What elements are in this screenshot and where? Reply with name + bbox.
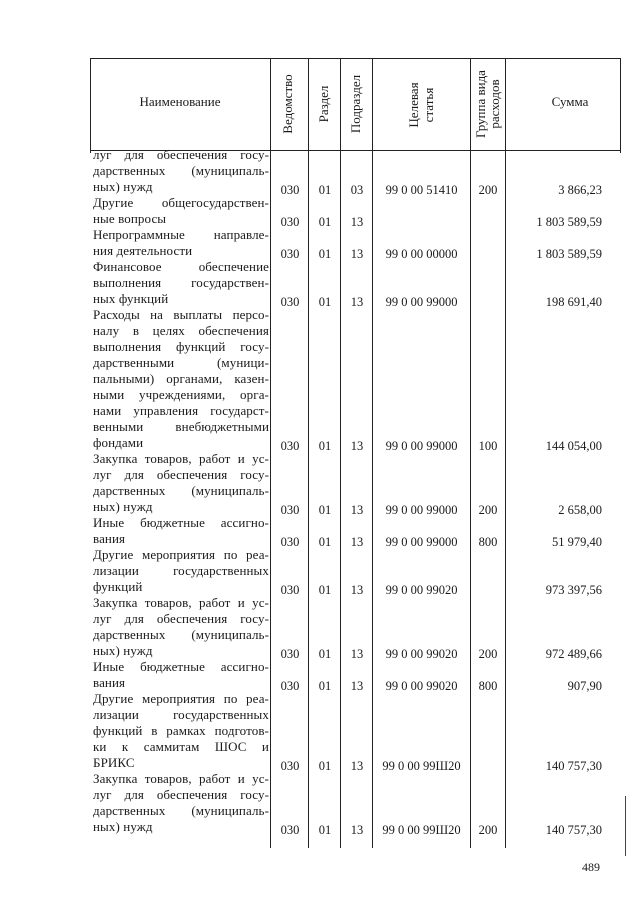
row-vedomstvo: 030 bbox=[280, 823, 300, 837]
row-celevaya: 99 0 00 99020 bbox=[385, 647, 458, 661]
row-name-line: луг для обеспечения госу- bbox=[93, 787, 269, 802]
row-vedomstvo: 030 bbox=[280, 535, 300, 549]
row-gruppa: 200 bbox=[478, 503, 498, 517]
row-razdel: 01 bbox=[318, 215, 332, 229]
row-gruppa: 100 bbox=[478, 439, 498, 453]
row-name bbox=[93, 547, 269, 595]
row-name-line: Иные бюджетные ассигно- bbox=[93, 515, 269, 530]
page-number: 489 bbox=[582, 860, 600, 874]
row-gruppa: 200 bbox=[478, 183, 498, 197]
row-celevaya: 99 0 00 99000 bbox=[385, 503, 458, 517]
row-summa: 3 866,23 bbox=[558, 183, 602, 197]
header-gruppa-text: Группа вида расходов bbox=[473, 70, 502, 138]
row-name-line: лизации государственных bbox=[93, 707, 269, 722]
row-summa: 51 979,40 bbox=[552, 535, 602, 549]
row-celevaya: 99 0 00 99000 bbox=[385, 439, 458, 453]
row-name-line: Закупка товаров, работ и ус- bbox=[93, 771, 269, 786]
header-podrazdel: Подраздел bbox=[348, 74, 363, 134]
row-name-line: Закупка товаров, работ и ус- bbox=[93, 595, 269, 610]
row-name-line: Другие общегосударствен- bbox=[93, 195, 269, 210]
row-name-line: выполнения государствен- bbox=[93, 275, 269, 290]
row-vedomstvo: 030 bbox=[280, 583, 300, 597]
row-podrazdel: 13 bbox=[350, 535, 364, 549]
row-summa: 907,90 bbox=[567, 679, 602, 693]
row-razdel: 01 bbox=[318, 583, 332, 597]
row-podrazdel: 03 bbox=[350, 183, 364, 197]
row-razdel: 01 bbox=[318, 647, 332, 661]
row-name-line: нами управления государст- bbox=[93, 403, 269, 418]
row-name-line: ными учреждениями, орга- bbox=[93, 387, 269, 402]
row-name bbox=[93, 595, 269, 659]
row-name-line: лизации государственных bbox=[93, 563, 269, 578]
row-name-line: дарственных (муниципаль- bbox=[93, 627, 269, 642]
row-summa: 140 757,30 bbox=[545, 759, 602, 773]
row-name-line: функций в рамках подготов- bbox=[93, 723, 269, 738]
row-celevaya: 99 0 00 99Ш20 bbox=[382, 823, 461, 837]
row-podrazdel: 13 bbox=[350, 247, 364, 261]
row-name bbox=[93, 659, 269, 691]
header-celevaya-text: Целевая статья bbox=[406, 82, 436, 128]
row-podrazdel: 13 bbox=[350, 679, 364, 693]
row-gruppa: 200 bbox=[478, 647, 498, 661]
row-name-line: дарственных (муниципаль- bbox=[93, 803, 269, 818]
row-razdel: 01 bbox=[318, 759, 332, 773]
row-name bbox=[93, 147, 269, 195]
row-name-line: Закупка товаров, работ и ус- bbox=[93, 451, 269, 466]
row-celevaya: 99 0 00 99020 bbox=[385, 583, 458, 597]
row-name-line: венными внебюджетными bbox=[93, 419, 269, 434]
row-vedomstvo: 030 bbox=[280, 647, 300, 661]
row-vedomstvo: 030 bbox=[280, 247, 300, 261]
margin-mark bbox=[625, 796, 626, 856]
header-vedomstvo: Ведомство bbox=[280, 74, 295, 134]
row-summa: 1 803 589,59 bbox=[536, 247, 602, 261]
row-razdel: 01 bbox=[318, 535, 332, 549]
row-name-line: выполнения функций госу- bbox=[93, 339, 269, 354]
row-name bbox=[93, 227, 269, 259]
table-right-border bbox=[620, 58, 621, 153]
row-name bbox=[93, 515, 269, 547]
row-name-line: дарственными (муници- bbox=[93, 355, 269, 370]
row-name-line: пальными) органами, казен- bbox=[93, 371, 269, 386]
row-vedomstvo: 030 bbox=[280, 295, 300, 309]
row-name-line: дарственных (муниципаль- bbox=[93, 163, 269, 178]
row-vedomstvo: 030 bbox=[280, 503, 300, 517]
row-name-line: БРИКС bbox=[93, 755, 135, 770]
header-summa: Сумма bbox=[551, 94, 589, 109]
row-name-line: ных) нужд bbox=[93, 179, 153, 194]
row-name-line: дарственных (муниципаль- bbox=[93, 483, 269, 498]
row-name-line: ных функций bbox=[93, 291, 169, 306]
row-name-line: налу в целях обеспечения bbox=[93, 323, 269, 338]
row-razdel: 01 bbox=[318, 247, 332, 261]
row-name bbox=[93, 259, 269, 307]
row-name-line: вания bbox=[93, 531, 126, 546]
row-summa: 140 757,30 bbox=[545, 823, 602, 837]
row-podrazdel: 13 bbox=[350, 759, 364, 773]
row-name-line: луг для обеспечения госу- bbox=[93, 611, 269, 626]
row-celevaya: 99 0 00 99020 bbox=[385, 679, 458, 693]
row-celevaya: 99 0 00 99Ш20 bbox=[382, 759, 461, 773]
row-summa: 2 658,00 bbox=[558, 503, 602, 517]
row-name-line: ных) нужд bbox=[93, 643, 153, 658]
row-razdel: 01 bbox=[318, 295, 332, 309]
row-name bbox=[93, 691, 269, 771]
row-name-line: ных) нужд bbox=[93, 819, 153, 834]
header-celevaya bbox=[406, 65, 436, 145]
row-podrazdel: 13 bbox=[350, 647, 364, 661]
row-gruppa: 800 bbox=[478, 679, 498, 693]
row-summa: 1 803 589,59 bbox=[536, 215, 602, 229]
header-gruppa bbox=[474, 64, 502, 144]
row-name bbox=[93, 195, 269, 227]
row-name-line: Другие мероприятия по реа- bbox=[93, 547, 269, 562]
row-name bbox=[93, 771, 269, 835]
row-name-line: вания bbox=[93, 675, 126, 690]
row-name-line: луг для обеспечения госу- bbox=[93, 147, 269, 162]
row-name bbox=[93, 307, 269, 451]
header-name: Наименование bbox=[139, 94, 221, 109]
row-podrazdel: 13 bbox=[350, 503, 364, 517]
row-summa: 144 054,00 bbox=[545, 439, 602, 453]
row-name-line: Расходы на выплаты персо- bbox=[93, 307, 269, 322]
row-celevaya: 99 0 00 00000 bbox=[385, 247, 458, 261]
row-vedomstvo: 030 bbox=[280, 679, 300, 693]
row-name-line: Другие мероприятия по реа- bbox=[93, 691, 269, 706]
row-name-line: ных) нужд bbox=[93, 499, 153, 514]
header-razdel: Раздел bbox=[316, 85, 331, 123]
row-summa: 198 691,40 bbox=[545, 295, 602, 309]
row-razdel: 01 bbox=[318, 679, 332, 693]
row-name-line: Финансовое обеспечение bbox=[93, 259, 269, 274]
row-podrazdel: 13 bbox=[350, 215, 364, 229]
row-name bbox=[93, 451, 269, 515]
row-podrazdel: 13 bbox=[350, 295, 364, 309]
row-name-line: Непрограммные направле- bbox=[93, 227, 269, 242]
row-razdel: 01 bbox=[318, 503, 332, 517]
row-podrazdel: 13 bbox=[350, 583, 364, 597]
row-vedomstvo: 030 bbox=[280, 439, 300, 453]
row-razdel: 01 bbox=[318, 823, 332, 837]
row-summa: 973 397,56 bbox=[545, 583, 602, 597]
row-razdel: 01 bbox=[318, 439, 332, 453]
row-summa: 972 489,66 bbox=[545, 647, 602, 661]
row-name-line: луг для обеспечения госу- bbox=[93, 467, 269, 482]
row-name-line: ки к саммитам ШОС и bbox=[93, 739, 269, 754]
row-celevaya: 99 0 00 51410 bbox=[385, 183, 458, 197]
table-top-border bbox=[90, 58, 620, 59]
row-name-line: функций bbox=[93, 579, 143, 594]
row-name-line: ния деятельности bbox=[93, 243, 193, 258]
row-vedomstvo: 030 bbox=[280, 215, 300, 229]
row-name-line: ные вопросы bbox=[93, 211, 167, 226]
row-vedomstvo: 030 bbox=[280, 759, 300, 773]
row-razdel: 01 bbox=[318, 183, 332, 197]
row-vedomstvo: 030 bbox=[280, 183, 300, 197]
row-gruppa: 200 bbox=[478, 823, 498, 837]
row-celevaya: 99 0 00 99000 bbox=[385, 535, 458, 549]
row-gruppa: 800 bbox=[478, 535, 498, 549]
row-podrazdel: 13 bbox=[350, 439, 364, 453]
row-name-line: Иные бюджетные ассигно- bbox=[93, 659, 269, 674]
row-name-line: фондами bbox=[93, 435, 144, 450]
row-podrazdel: 13 bbox=[350, 823, 364, 837]
row-celevaya: 99 0 00 99000 bbox=[385, 295, 458, 309]
